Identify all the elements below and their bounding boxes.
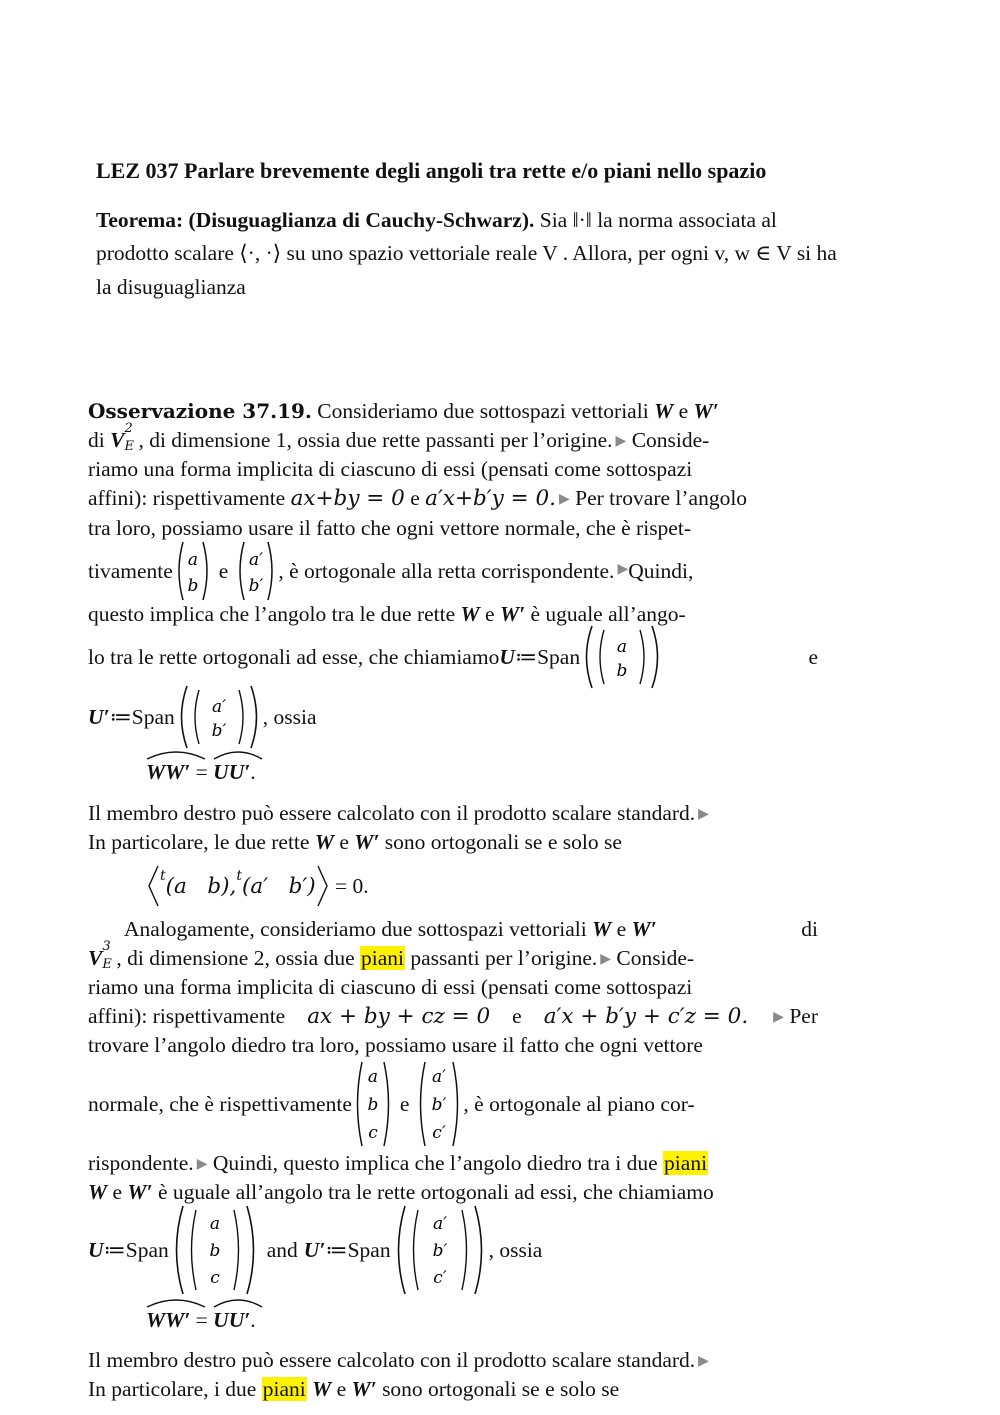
obs-line-2 bbox=[88, 421, 710, 454]
obs-text: e bbox=[218, 558, 229, 583]
obs-text: Il membro destro può essere calcolato con il prodotto scalare standard. bbox=[88, 1348, 696, 1372]
angle-UU bbox=[213, 760, 250, 785]
obs-text: , ossia bbox=[262, 704, 317, 729]
entry: b′ bbox=[211, 721, 227, 741]
obs-text: , è ortogonale alla retta corrispondente. bbox=[278, 558, 615, 583]
obs-text: affini): rispettivamente bbox=[88, 486, 291, 510]
assign: ≔ bbox=[514, 644, 538, 669]
highlighted-word: piani bbox=[262, 1377, 306, 1401]
superscript: 2 bbox=[124, 421, 133, 436]
obs-text: Consideriamo due sottospazi vettoriali bbox=[311, 399, 655, 423]
page-title: LEZ 037 Parlare brevemente degli angoli tra rette e/o piani nello spazio bbox=[96, 158, 767, 183]
highlighted-word: piani bbox=[664, 1151, 708, 1175]
obs-text: Per bbox=[783, 1004, 818, 1028]
obs-text: Analogamente, consideriamo due sottospazi vettoriali bbox=[124, 917, 593, 941]
equation: ax+by = 0 bbox=[290, 486, 405, 511]
highlighted-word: piani bbox=[360, 946, 404, 970]
symbol-U: U bbox=[88, 1237, 104, 1262]
triangle-marker-icon: ▶ bbox=[196, 1157, 208, 1172]
obs-line-17: trovare l’angolo diedro tra loro, possiamo usare il fatto che ogni vettore bbox=[88, 1033, 703, 1057]
obs-text: questo implica che l’angolo tra le due rette bbox=[88, 602, 461, 626]
obs-text: , di dimensione 2, ossia due bbox=[116, 946, 360, 970]
vector-ab bbox=[173, 540, 213, 602]
obs-label: Osservazione 37.19. bbox=[88, 399, 312, 423]
obs-line-21 bbox=[88, 1204, 542, 1296]
orthogonality-equation-1: t (a b), t (a′ b′) = 0. bbox=[146, 864, 369, 908]
angle-equation-1: WW′ = UU′. bbox=[146, 760, 256, 785]
entry: a′ bbox=[211, 697, 226, 717]
subscript: E bbox=[124, 439, 134, 454]
symbol-W: W bbox=[460, 602, 480, 626]
obs-line-5: tra loro, possiamo usare il fatto che ogni vettore normale, che è rispet- bbox=[88, 516, 691, 540]
wide-hat-icon bbox=[146, 748, 206, 760]
symbol-W: W bbox=[312, 1377, 332, 1401]
obs-text: lo tra le rette ortogonali ad esse, che chiamiamo bbox=[88, 644, 500, 669]
obs-text: e bbox=[399, 1091, 410, 1116]
obs-line-9 bbox=[88, 684, 317, 750]
obs-text: di bbox=[88, 428, 111, 452]
equation: ax + by + cz = 0 bbox=[307, 1004, 491, 1029]
obs-text: sono ortogonali se e solo se bbox=[379, 830, 622, 854]
obs-text: di bbox=[801, 917, 818, 941]
obs-text: Il membro destro può essere calcolato con il prodotto scalare standard. bbox=[88, 801, 696, 825]
vector-abc bbox=[352, 1060, 394, 1148]
obs-line-1: Osservazione 37.19. Consideriamo due sottospazi vettoriali W e W′ bbox=[88, 399, 719, 423]
obs-text: Quindi, questo implica che l’angolo diedro tra i due bbox=[207, 1151, 664, 1175]
obs-line-4 bbox=[88, 486, 747, 511]
obs-text: normale, che è rispettivamente bbox=[88, 1091, 352, 1116]
obs-line-15: riamo una forma implicita di ciascuno di essi (pensati come sottospazi bbox=[88, 975, 693, 999]
obs-text: affini): rispettivamente bbox=[88, 1004, 286, 1028]
wide-hat-icon bbox=[213, 1296, 263, 1308]
triangle-marker-icon: ▶ bbox=[698, 1354, 709, 1369]
obs-line-18 bbox=[88, 1060, 695, 1148]
entry: b′ bbox=[248, 576, 264, 596]
entry: b bbox=[616, 661, 628, 681]
obs-text: and bbox=[266, 1237, 298, 1262]
triangle-marker-icon: ▶ bbox=[600, 952, 612, 967]
entry: c bbox=[209, 1268, 220, 1288]
obs-line-3: riamo una forma implicita di ciascuno di essi (pensati come sottospazi bbox=[88, 457, 693, 481]
obs-text: e bbox=[808, 644, 818, 669]
vector-apbpcp bbox=[415, 1060, 463, 1148]
subscript: E bbox=[102, 957, 112, 972]
entry: b bbox=[367, 1095, 379, 1115]
theorem-line-2: prodotto scalare ⟨·, ·⟩ su uno spazio vettoriale reale V . Allora, per ogni v, w ∈ V si ha bbox=[96, 241, 837, 265]
entry: b′ bbox=[432, 1241, 447, 1261]
entry: a bbox=[367, 1067, 378, 1087]
obs-line-8 bbox=[88, 624, 818, 690]
transpose-mark: t bbox=[236, 868, 243, 884]
obs-text: è uguale all’ango- bbox=[525, 602, 686, 626]
symbol-WW: WW′ bbox=[146, 1308, 191, 1332]
vector-apbp bbox=[234, 540, 278, 602]
symbol-Up: U′ bbox=[88, 704, 110, 729]
symbol-V: V bbox=[110, 428, 125, 452]
obs-line-13: Analogamente, consideriamo due sottospazi vettoriali W e W′ di bbox=[124, 917, 818, 941]
symbol-W: W bbox=[592, 917, 612, 941]
obs-text: In particolare, i due bbox=[88, 1377, 262, 1401]
obs-text: e bbox=[404, 486, 426, 510]
entry: b′ bbox=[432, 1095, 447, 1115]
symbol-V: V bbox=[88, 946, 103, 970]
entry: b bbox=[187, 576, 199, 596]
symbol-W: W bbox=[314, 830, 334, 854]
symbol-Wp: W′ bbox=[127, 1180, 153, 1204]
symbol-WW: WW′ bbox=[146, 760, 191, 784]
theorem-text-1: Sia ‖·‖ la norma associata al bbox=[534, 208, 777, 232]
span-text: Span bbox=[537, 644, 581, 669]
angle-WW bbox=[146, 760, 190, 785]
entry: a′ bbox=[432, 1067, 447, 1087]
triangle-marker-icon: ▶ bbox=[615, 434, 627, 449]
entry: a′ bbox=[249, 550, 264, 570]
entry: a′ bbox=[432, 1214, 447, 1234]
symbol-UU: UU′ bbox=[213, 1308, 251, 1332]
obs-text: Conside- bbox=[611, 946, 695, 970]
theorem-line-1 bbox=[96, 204, 777, 237]
obs-text: Per trovare l’angolo bbox=[569, 486, 748, 510]
span-vector-apbpcp bbox=[391, 1204, 489, 1296]
triangle-marker-icon: ▶ bbox=[558, 492, 570, 507]
entry: a bbox=[187, 550, 198, 570]
obs-text: è uguale all’angolo tra le rette ortogonali ad essi, che chiamiamo bbox=[152, 1180, 714, 1204]
obs-text: sono ortogonali se e solo se bbox=[376, 1377, 620, 1401]
span-vector-ab bbox=[580, 624, 664, 690]
assign: ≔ bbox=[325, 1237, 348, 1262]
obs-line-10 bbox=[88, 801, 709, 826]
obs-text: , è ortogonale al piano cor- bbox=[463, 1091, 695, 1116]
equation: a′x + b′y + c′z = 0. bbox=[543, 1004, 749, 1029]
obs-text: tivamente bbox=[88, 558, 173, 583]
symbol-Wp: W′ bbox=[631, 917, 657, 941]
theorem-line-3: la disuguaglianza bbox=[96, 275, 246, 299]
symbol-Wp: W′ bbox=[354, 830, 380, 854]
obs-text: passanti per l’origine. bbox=[404, 946, 598, 970]
obs-line-7: questo implica che l’angolo tra le due rette W e W′ è uguale all’ango- bbox=[88, 602, 686, 626]
angle-bracket-right-icon bbox=[316, 864, 330, 908]
entry: a bbox=[617, 637, 628, 657]
symbol-W: W bbox=[88, 1180, 108, 1204]
entry: c′ bbox=[432, 1268, 447, 1288]
obs-text: Conside- bbox=[626, 428, 710, 452]
obs-text: e bbox=[512, 1004, 522, 1028]
entry: c′ bbox=[432, 1123, 447, 1143]
obs-text: , ossia bbox=[488, 1237, 543, 1262]
obs-line-19 bbox=[88, 1151, 708, 1176]
entry: b bbox=[209, 1241, 221, 1261]
span-vector-apbp bbox=[175, 684, 263, 750]
angle-WW bbox=[146, 1308, 190, 1333]
assign: ≔ bbox=[103, 1237, 126, 1262]
symbol-W: W bbox=[654, 399, 674, 423]
angle-bracket-left-icon bbox=[146, 864, 160, 908]
symbol-UU: UU′ bbox=[213, 760, 251, 784]
symbol-U: U bbox=[499, 644, 515, 669]
transpose-mark: t bbox=[160, 868, 166, 884]
triangle-marker-icon: ▶ bbox=[698, 807, 709, 822]
theorem-label: Teorema: (Disuguaglianza di Cauchy-Schwarz). bbox=[96, 208, 535, 232]
angle-equation-2: WW′ = UU′. bbox=[146, 1308, 256, 1333]
symbol-Wp: W′ bbox=[351, 1377, 377, 1401]
span-vector-abc bbox=[169, 1204, 261, 1296]
obs-line-20: W e W′ è uguale all’angolo tra le rette ortogonali ad essi, che chiamiamo bbox=[88, 1180, 714, 1204]
triangle-marker-icon: ▶ bbox=[617, 561, 629, 577]
symbol-Wp: W′ bbox=[499, 602, 526, 626]
span-text: Span bbox=[347, 1237, 391, 1262]
obs-line-24: In particolare, i due piani W e W′ sono ortogonali se e solo se bbox=[88, 1377, 620, 1401]
symbol-Wp: W′ bbox=[693, 399, 719, 423]
assign: ≔ bbox=[109, 704, 132, 729]
triangle-marker-icon: ▶ bbox=[773, 1010, 784, 1025]
obs-line-11: In particolare, le due rette W e W′ sono ortogonali se e solo se bbox=[88, 830, 622, 854]
symbol-Up: U′ bbox=[303, 1237, 326, 1262]
obs-line-14 bbox=[88, 939, 695, 972]
wide-hat-icon bbox=[213, 748, 263, 760]
obs-text: Quindi, bbox=[628, 558, 694, 583]
obs-text: , di dimensione 1, ossia due rette passanti per l’origine. bbox=[138, 428, 613, 452]
obs-line-23 bbox=[88, 1348, 709, 1373]
obs-text: rispondente. bbox=[88, 1151, 194, 1175]
wide-hat-icon bbox=[146, 1296, 206, 1308]
span-text: Span bbox=[125, 1237, 169, 1262]
obs-text: In particolare, le due rette bbox=[88, 830, 315, 854]
obs-line-16 bbox=[88, 1004, 818, 1029]
entry: a bbox=[209, 1214, 220, 1234]
entry: c bbox=[368, 1123, 378, 1143]
equation: a′x+b′y = 0. bbox=[425, 486, 556, 511]
obs-line-6 bbox=[88, 540, 693, 602]
span-text: Span bbox=[131, 704, 175, 729]
superscript: 3 bbox=[102, 939, 111, 954]
angle-UU bbox=[213, 1308, 250, 1333]
